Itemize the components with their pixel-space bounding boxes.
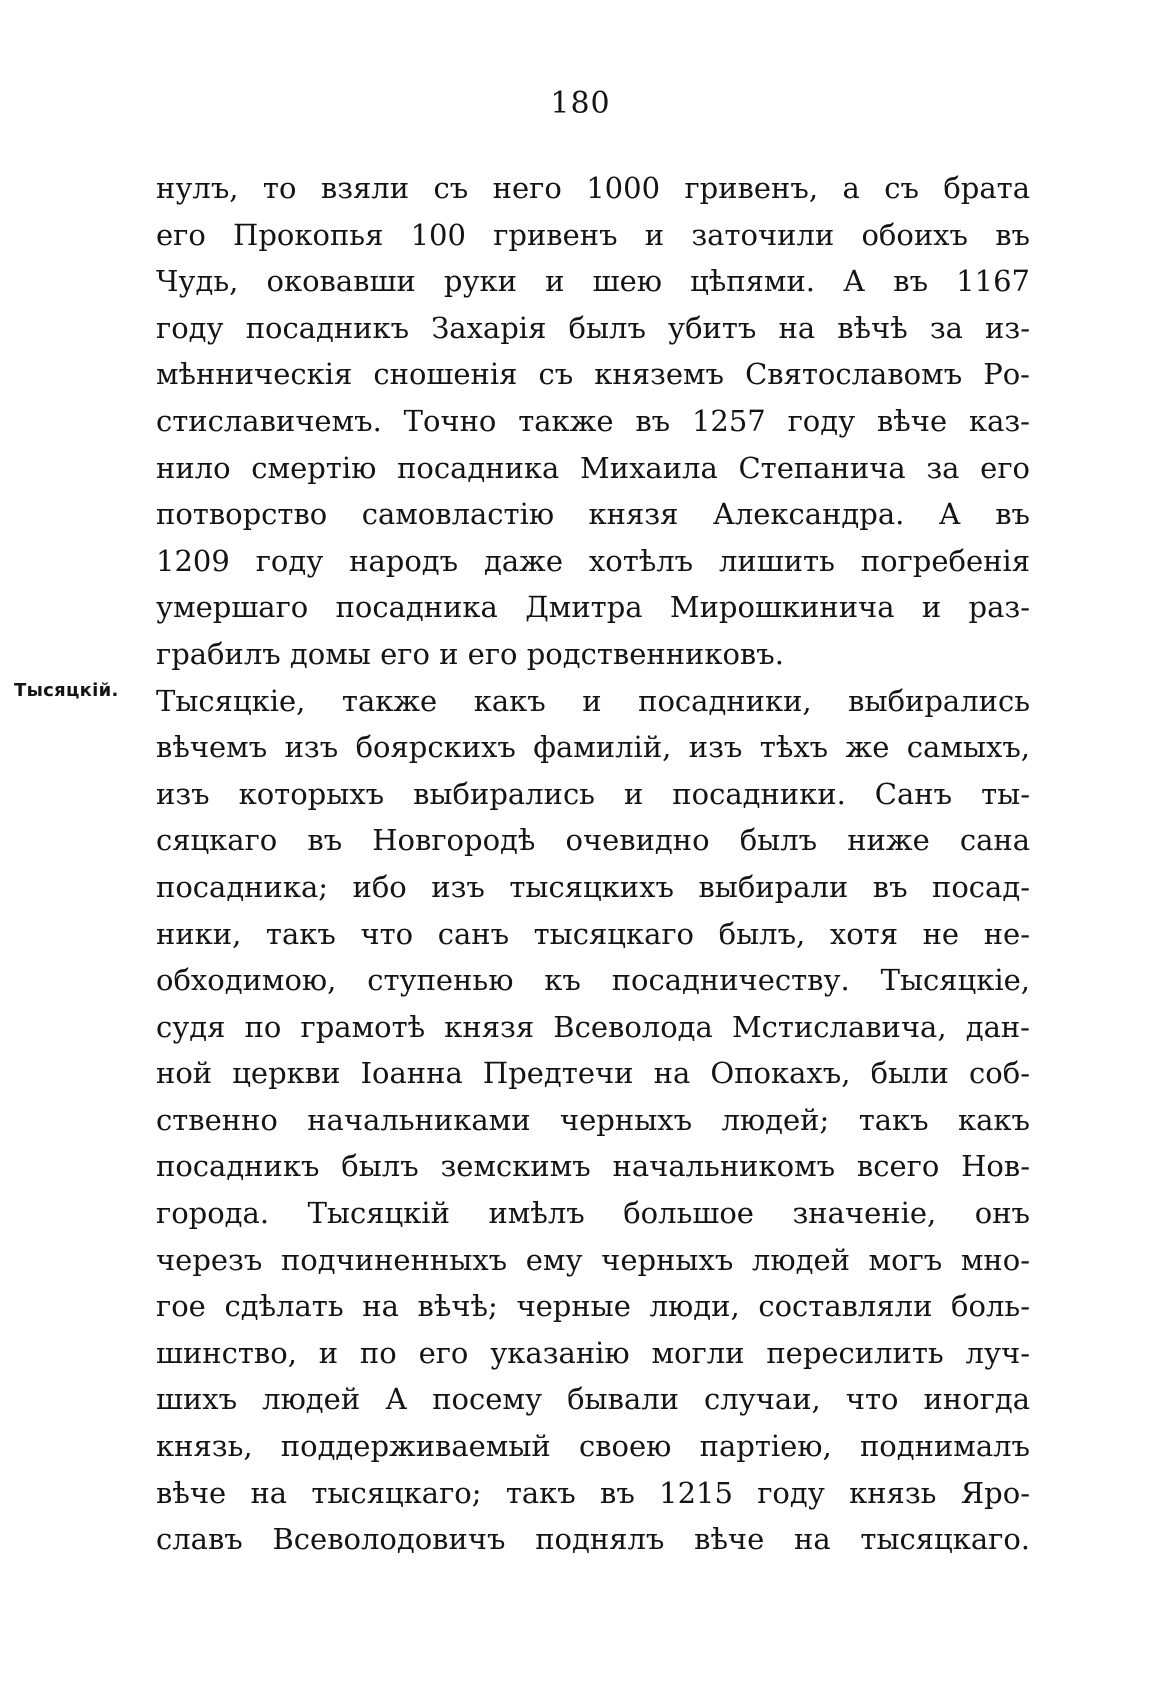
text-line: города. Тысяцкій имѣлъ большое значеніе, онъ bbox=[156, 1196, 1030, 1231]
text-line: Чудь, оковавши руки и шею цѣпями. А въ 1167 bbox=[156, 264, 1030, 299]
text-line: стиславичемъ. Точно также въ 1257 году вѣче каз- bbox=[156, 403, 1030, 438]
text-line: посадника; ибо изъ тысяцкихъ выбирали въ посад- bbox=[156, 869, 1030, 904]
text-line: изъ которыхъ выбирались и посадники. Санъ ты- bbox=[156, 776, 1030, 811]
text-line: умершаго посадника Дмитра Мирошкинича и раз- bbox=[156, 590, 1030, 625]
text-line: ственно начальниками черныхъ людей; такъ какъ bbox=[156, 1102, 1030, 1137]
text-line: его Прокопья 100 гривенъ и заточили обоихъ въ bbox=[156, 217, 1030, 252]
text-line: ной церкви Іоанна Предтечи на Опокахъ, были соб- bbox=[156, 1056, 1030, 1091]
margin-note: Тысяцкій. bbox=[14, 680, 119, 701]
text-line: ники, такъ что санъ тысяцкаго былъ, хотя не не- bbox=[156, 916, 1030, 951]
text-line: Тысяцкіе, также какъ и посадники, выбирались bbox=[156, 683, 1030, 718]
text-line: грабилъ домы его и его родственниковъ. bbox=[156, 636, 784, 671]
body-text bbox=[156, 165, 1030, 1563]
text-line: шинство, и по его указанію могли пересилить луч- bbox=[156, 1335, 1030, 1370]
text-line: черезъ подчиненныхъ ему черныхъ людей могъ мно- bbox=[156, 1242, 1030, 1277]
text-line: посадникъ былъ земскимъ начальникомъ всего Нов- bbox=[156, 1149, 1030, 1184]
page-number: 180 bbox=[550, 86, 611, 121]
text-line: князь, поддерживаемый своею партіею, поднималъ bbox=[156, 1429, 1030, 1464]
text-line: судя по грамотѣ князя Всеволода Мстиславича, дан- bbox=[156, 1009, 1030, 1044]
text-line: потворство самовластію князя Александра. А въ bbox=[156, 497, 1030, 532]
text-line: шихъ людей А посему бывали случаи, что иногда bbox=[156, 1382, 1030, 1417]
text-line: нило смертію посадника Михаила Степанича за его bbox=[156, 450, 1030, 485]
text-line: мѣнническія сношенія съ княземъ Святославомъ Ро- bbox=[156, 357, 1030, 392]
text-line: вѣче на тысяцкаго; такъ въ 1215 году князь Яро- bbox=[156, 1475, 1030, 1510]
text-line: сяцкаго въ Новгородѣ очевидно былъ ниже сана bbox=[156, 823, 1030, 858]
text-line: году посадникъ Захарія былъ убитъ на вѣчѣ за из- bbox=[156, 310, 1030, 345]
text-line: славъ Всеволодовичъ поднялъ вѣче на тысяцкаго. bbox=[156, 1522, 1030, 1557]
text-line: вѣчемъ изъ боярскихъ фамилій, изъ тѣхъ же самыхъ, bbox=[156, 730, 1030, 765]
text-line: 1209 году народъ даже хотѣлъ лишить погребенія bbox=[156, 543, 1030, 578]
text-line: нулъ, то взяли съ него 1000 гривенъ, а съ брата bbox=[156, 171, 1030, 205]
text-line: гое сдѣлать на вѣчѣ; черные люди, составляли боль- bbox=[156, 1289, 1030, 1324]
text-line: обходимою, ступенью къ посадничеству. Тысяцкіе, bbox=[156, 963, 1030, 998]
